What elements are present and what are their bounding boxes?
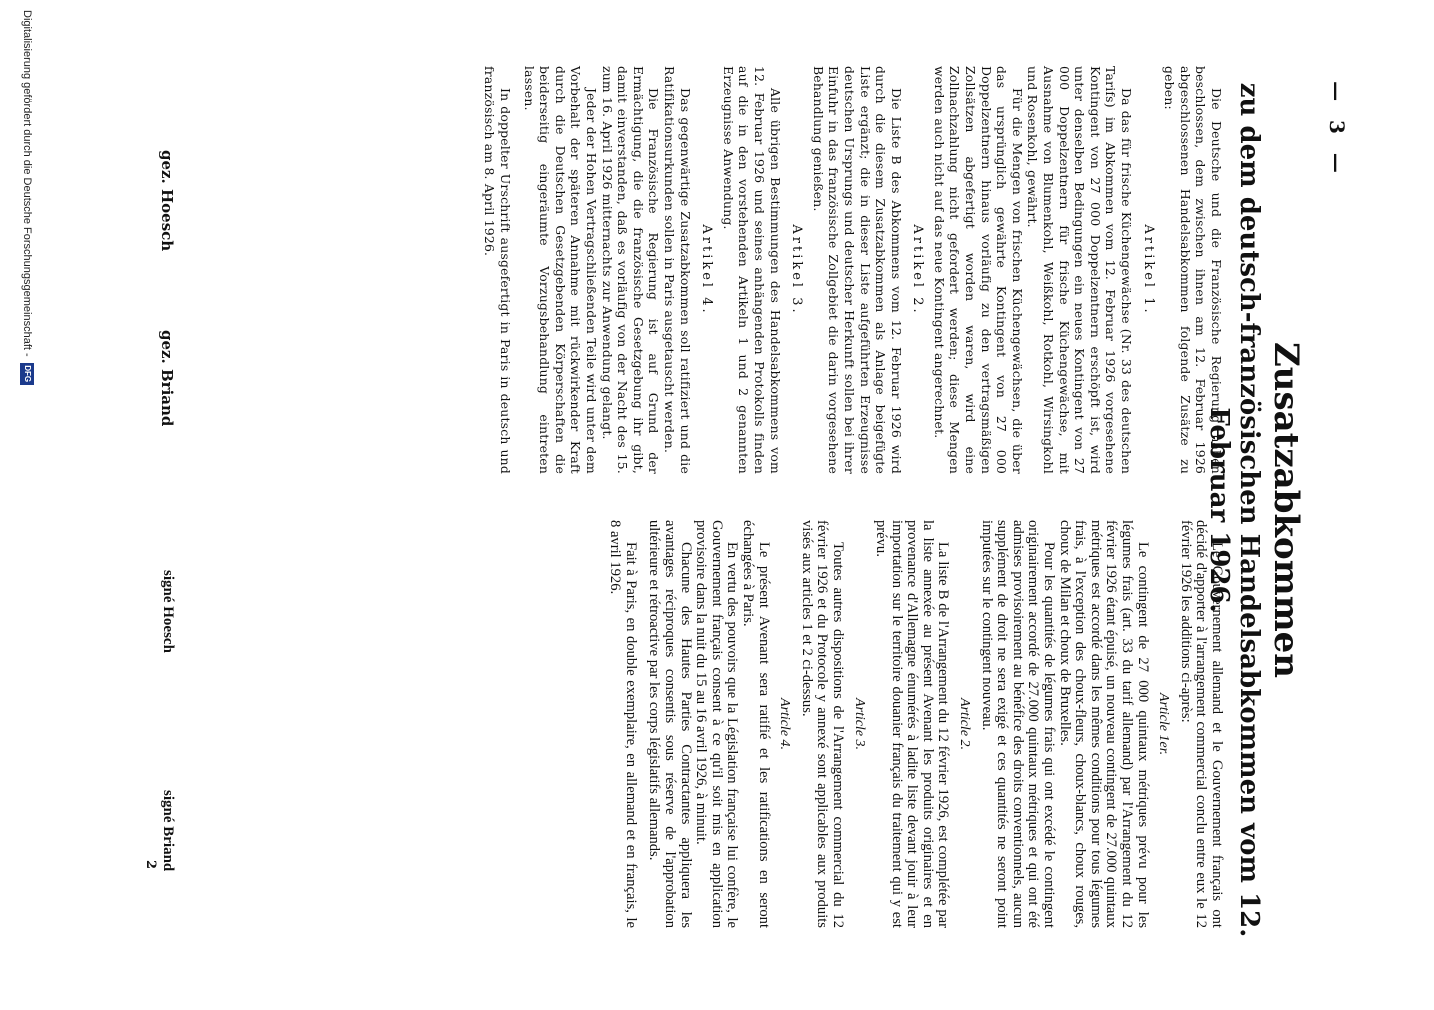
- german-article-3-paragraph-1: Alle übrigen Bestimmungen des Handelsabkommens vom 12. Februar 1926 und seines anhängenden Protokolls finden auf die in den vorstehenden Artikeln 1 und 2 genannten Erzeugnisse Anwendung.: [720, 66, 783, 474]
- german-article-4-heading: Artikel 4.: [699, 224, 715, 316]
- french-signature-briand: signé Briand: [160, 790, 176, 872]
- french-article-4-paragraph-2: En vertu des pouvoirs que la Législation française lui confère, le Gouvernement français consent à ce qu'il soit mis en application provisoire dans la nuit du 15 au 16 avril 1926, à minuit.: [693, 520, 741, 928]
- german-article-1-heading: Artikel 1.: [1140, 224, 1156, 316]
- digitization-note-text: Digitalisierung gefördert durch die Deutsche Forschungsgemeinschaft -: [21, 10, 33, 357]
- french-column: [607, 520, 1224, 928]
- german-intro: Die Deutsche und die Französische Regierung haben beschlossen, dem zwischen ihnen am 12. Februar 1926 abgeschlossenen Handelsabkommen folgende Zusätze zu geben:: [1162, 66, 1224, 474]
- german-article-2-paragraph-1: Die Liste B des Abkommens vom 12. Februar 1926 wird durch die diesem Zusatzabkommen als Anlage beigefügte Liste ergänzt; die in dieser Liste aufgeführten Erzeugnisse deutschen Ursprungs und deutscher Herkunft sollen bei ihrer Einfuhr in das französische Zollgebiet die darin vorgesehene Behandlung genießen.: [810, 66, 904, 474]
- german-closing: In doppelter Urschrift ausgefertigt in Paris in deutsch und französisch am 8. April 1926.: [482, 66, 514, 474]
- german-article-1-paragraph-1: Da das für frische Küchengewächse (Nr. 33 des deutschen Tarifs) im Abkommen vom 12. Februar 1926 vorgesehene Kontingent von 27 000 Doppelzentnern erschöpft ist, wird unter denselben Bedingungen ein neues Kontingent von 27 000 Doppelzentnern für frische Küchengewächse, mit Ausnahme von Blumenkohl, Weißkohl, Rotkohl, Wirsingkohl und Rosenkohl, gewährt.: [1025, 66, 1135, 474]
- french-article-2-paragraph-1: La liste B de l'Arrangement du 12 février 1926, est complétée par la liste annexée au présent Avenant les produits originaires et en provenance d'Allemagne énumérés à ladite liste devant jouir à leur importation sur le territoire douanier français du traitement qui y est prévu.: [873, 520, 952, 928]
- page-number: — 3 —: [1325, 81, 1349, 179]
- sheet-number: 2: [143, 860, 158, 870]
- french-article-4-heading: Article 4.: [777, 697, 793, 751]
- page-subtitle: zu dem deutsch-französischen Handelsabkommen vom 12. Februar 1926.: [1204, 82, 1264, 938]
- french-closing: Fait à Paris, en double exemplaire, en allemand et en français, le 8 avril 1926.: [607, 520, 639, 928]
- french-article-1-paragraph-1: Le contingent de 27 000 quintaux métriques prévu pour les légumes frais (art. 33 du tarif allemand) par l'Arrangement du 12 février 1926 étant épuisé, un nouveau contingent de 27.000 quintaux métriques est accordé dans les mêmes conditions pour tous légumes frais, à l'exception des choux-fleurs, choux-blancs, choux rouges, choux de Milan et choux de Bruxelles.: [1056, 520, 1151, 928]
- french-article-2-heading: Article 2.: [957, 697, 973, 751]
- digitization-note: [20, 0, 34, 1010]
- german-signature-briand: gez. Briand: [158, 330, 176, 427]
- german-article-2-heading: Artikel 2.: [910, 224, 926, 316]
- french-article-4-paragraph-3: Chacune des Hautes Parties Contractantes appliquera les avantages réciproques consentis sous réserve de l'approbation ultérieure et rétroactive par les corps législatifs allemands.: [646, 520, 694, 928]
- dfg-logo: DFG: [20, 363, 34, 385]
- page-title: Zusatzabkommen: [1266, 341, 1306, 679]
- french-article-1-paragraph-2: Pour les quantités de légumes frais qui ont excédé le contingent originairement accordé de 27.000 quintaux métriques et qui ont été admises provisoirement au bénéfice des droits conventionnels, aucun supplément de droit ne sera exigé et ces quantités ne seront point imputées sur le contingent nouveau.: [978, 520, 1058, 928]
- french-article-3-paragraph-1: Toutes autres dispositions de l'Arrangement commercial du 12 février 1926 et du Protocole y annexé sont applicables aux produits visés aux articles 1 et 2 ci-dessus.: [798, 520, 846, 928]
- german-article-1-paragraph-2: Für die Mengen von frischen Küchengewächsen, die über das ursprünglich gewährte Kontingent von 27 000 Doppelzentnern hinaus vorläufig zu den vertragsmäßigen Zollsätzen abgefertigt worden waren, wird eine Zollnachzahlung nicht gefordert werden; diese Mengen werden auch nicht auf das neue Kontingent angerechnet.: [931, 66, 1025, 474]
- french-article-1-heading: Article 1er.: [1156, 692, 1172, 756]
- french-article-4-paragraph-1: Le présent Avenant sera ratifié et les ratifications en seront échangées à Paris.: [739, 520, 772, 928]
- french-intro: Le Gouvernement allemand et le Gouvernement français ont décidé d'apporter à l'arrangement commercial conclu entre eux le 12 février 1926 les additions ci-après:: [1177, 520, 1225, 928]
- french-article-3-heading: Article 3.: [851, 697, 867, 751]
- french-signature-hoesch: signé Hoesch: [160, 570, 176, 653]
- german-article-4-paragraph-3: Jeder der Hohen Vertragschließenden Teile wird unter dem Vorbehalt der späteren Annahme mit rückwirkender Kraft durch die Deutschen Gesetzgebenden Körperschaften die beiderseitig eingeräumte Vorzugsbehandlung eintreten lassen.: [521, 66, 600, 474]
- german-article-4-paragraph-2: Die Französische Regierung ist auf Grund der Ermächtigung, die die französische Gesetzgebung ihr gibt, damit einverstanden, daß es vorläufig von der Nacht des 15. zum 16. April 1926 mitternachts zur Anwendung gelangt.: [599, 66, 662, 474]
- german-column: [482, 66, 1224, 474]
- german-article-4-paragraph-1: Das gegenwärtige Zusatzabkommen soll ratifiziert und die Ratifikationsurkunden sollen in Paris ausgetauscht werden.: [662, 66, 693, 474]
- german-signature-hoesch: gez. Hoesch: [158, 150, 176, 252]
- german-article-3-heading: Artikel 3.: [789, 224, 805, 316]
